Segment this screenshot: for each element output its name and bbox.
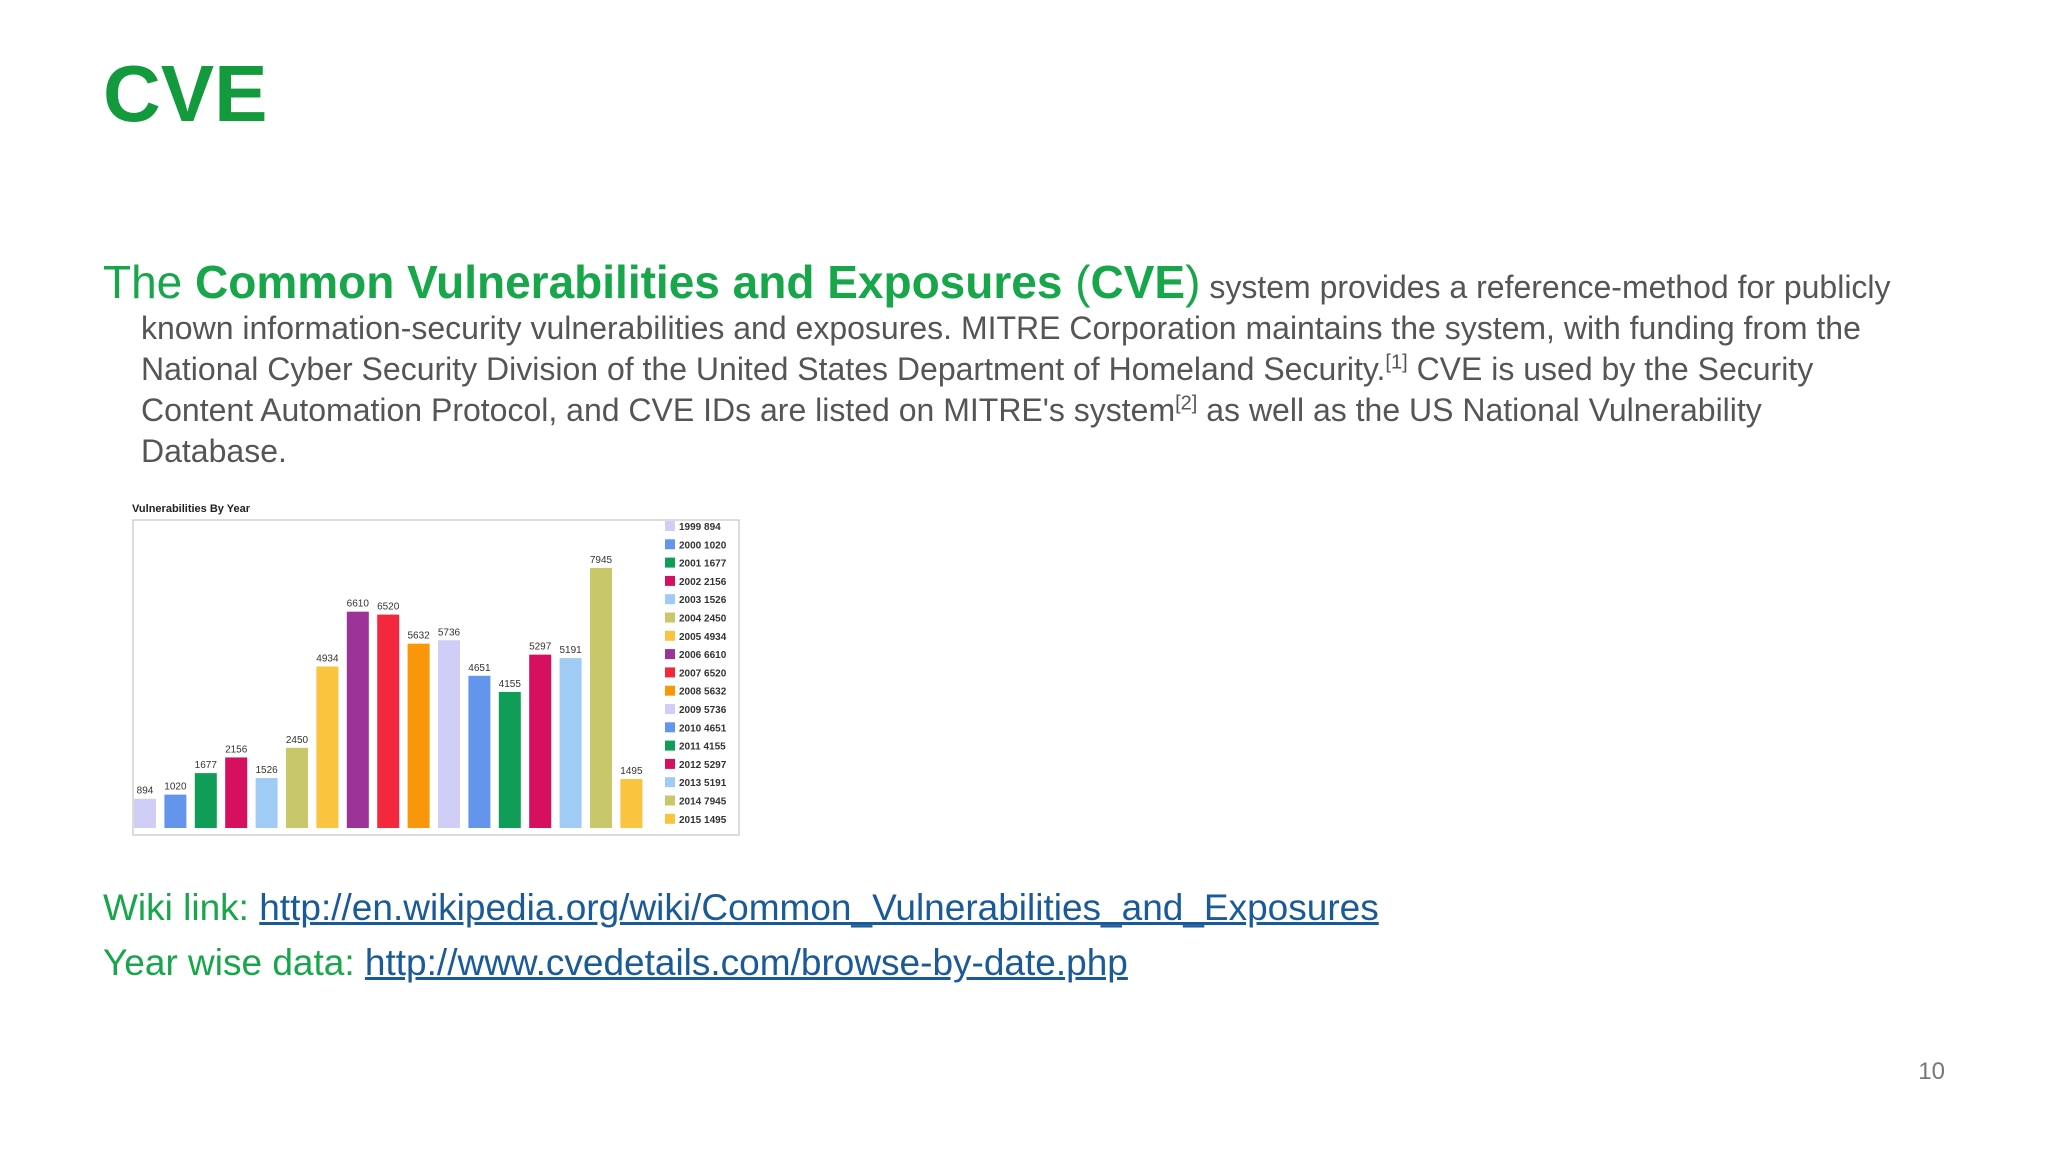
legend-swatch-2012 xyxy=(665,759,675,769)
bar-label-2000: 1020 xyxy=(164,781,187,793)
bar-label-2012: 5297 xyxy=(529,641,552,653)
bar-2001 xyxy=(195,773,217,828)
bar-2012 xyxy=(529,655,551,828)
reference-1[interactable]: [1] xyxy=(1385,351,1408,374)
legend-swatch-2003 xyxy=(665,594,675,604)
body-text-1: system provides a reference-method for publicly known information-security vulnerabilities and exposures. MITRE Corporation maintains the system, with funding from the National Cyber Security Division of the United States Department of Homeland Security. xyxy=(141,269,1891,387)
lead-bold-term: Common Vulnerabilities and Exposures xyxy=(195,256,1063,308)
bar-label-2004: 2450 xyxy=(285,734,309,746)
legend-swatch-2006 xyxy=(665,649,675,659)
legend-swatch-2000 xyxy=(665,539,675,549)
legend-swatch-2014 xyxy=(665,796,675,806)
bar-2005 xyxy=(316,667,338,828)
bar-label-2014: 7945 xyxy=(589,554,613,566)
lead-the: The xyxy=(103,256,196,308)
body-text-3: as well as the US National Vulnerability Database. xyxy=(141,392,1762,469)
chart-frame xyxy=(133,520,739,835)
page-number: 10 xyxy=(1918,1058,1945,1085)
legend-label-2004: 2004 2450 xyxy=(679,613,727,625)
bar-2002 xyxy=(225,757,247,828)
bar-2000 xyxy=(164,795,186,828)
bar-label-2009: 5736 xyxy=(437,627,461,639)
bar-2014 xyxy=(590,568,612,828)
reference-2[interactable]: [2] xyxy=(1175,392,1198,415)
wiki-link[interactable]: http://en.wikipedia.org/wiki/Common_Vulnerabilities_and_Exposures xyxy=(259,887,1379,928)
bar-label-2013: 5191 xyxy=(559,645,582,657)
lead-acronym: CVE xyxy=(1090,256,1186,308)
legend-label-2011: 2011 4155 xyxy=(679,741,726,753)
legend-swatch-2007 xyxy=(665,667,675,677)
slide-title: CVE xyxy=(103,49,268,138)
bar-label-2007: 6520 xyxy=(377,601,400,613)
legend-label-2006: 2006 6610 xyxy=(679,650,727,662)
legend-swatch-2001 xyxy=(665,558,675,568)
wiki-link-label: Wiki link: xyxy=(103,887,260,928)
legend-label-2009: 2009 5736 xyxy=(679,705,727,716)
lead-paren-close: ) xyxy=(1185,256,1201,308)
legend-label-2001: 2001 1677 xyxy=(679,558,727,570)
wiki-link-row xyxy=(103,880,1379,935)
bar-2008 xyxy=(408,644,430,828)
legend-label-1999: 1999 894 xyxy=(679,522,721,533)
legend-swatch-2004 xyxy=(665,613,675,623)
bar-2007 xyxy=(377,615,399,828)
legend-swatch-1999 xyxy=(665,521,675,531)
links-section xyxy=(103,880,1379,990)
bar-1999 xyxy=(134,799,156,828)
lead-phrase xyxy=(103,256,1201,308)
legend-label-2005: 2005 4934 xyxy=(679,631,727,643)
bar-label-1999: 894 xyxy=(136,785,154,797)
bar-2004 xyxy=(286,748,308,828)
bar-2009 xyxy=(438,640,460,828)
bar-label-2006: 6610 xyxy=(346,598,369,610)
legend-label-2015: 2015 1495 xyxy=(679,814,727,826)
bar-2011 xyxy=(499,692,521,828)
bar-label-2001: 1677 xyxy=(194,760,217,772)
legend-label-2000: 2000 1020 xyxy=(679,540,727,552)
bar-label-2010: 4651 xyxy=(468,662,491,674)
year-data-link-row xyxy=(103,935,1379,990)
bar-label-2003: 1526 xyxy=(255,765,278,777)
legend-swatch-2011 xyxy=(665,741,675,751)
legend-swatch-2013 xyxy=(665,777,675,787)
bar-2006 xyxy=(347,612,369,828)
legend-label-2014: 2014 7945 xyxy=(679,796,727,808)
lead-paren-open: ( xyxy=(1062,256,1091,308)
body-paragraph xyxy=(103,256,1903,472)
bar-2013 xyxy=(560,658,582,828)
legend-label-2013: 2013 5191 xyxy=(679,778,727,790)
bar-label-2002: 2156 xyxy=(225,744,248,756)
legend-swatch-2005 xyxy=(665,631,675,641)
bar-label-2011: 4155 xyxy=(498,679,521,691)
bar-label-2008: 5632 xyxy=(407,630,430,642)
bar-2003 xyxy=(256,778,278,828)
legend-swatch-2008 xyxy=(665,686,675,696)
legend-label-2003: 2003 1526 xyxy=(679,595,727,607)
vulnerabilities-chart xyxy=(130,500,750,845)
chart-title: Vulnerabilities By Year xyxy=(132,503,251,515)
legend-swatch-2010 xyxy=(665,722,675,732)
year-data-link-label: Year wise data: xyxy=(103,942,365,983)
bar-label-2015: 1495 xyxy=(620,766,643,778)
legend-swatch-2002 xyxy=(665,576,675,586)
legend-label-2012: 2012 5297 xyxy=(679,759,727,771)
body-text-2: CVE is used by the Security Content Automation Protocol, and CVE IDs are listed on MITRE's system xyxy=(141,351,1814,428)
legend-label-2008: 2008 5632 xyxy=(679,686,727,698)
chart-svg xyxy=(130,500,750,840)
bar-label-2005: 4934 xyxy=(316,653,339,665)
legend-label-2010: 2010 4651 xyxy=(679,723,727,735)
year-data-link[interactable]: http://www.cvedetails.com/browse-by-date.php xyxy=(364,942,1128,983)
legend-swatch-2015 xyxy=(665,814,675,824)
chart-legend xyxy=(665,521,727,826)
bar-2010 xyxy=(468,676,490,828)
legend-swatch-2009 xyxy=(665,704,675,714)
bar-2015 xyxy=(620,779,642,828)
legend-label-2002: 2002 2156 xyxy=(679,576,727,588)
legend-label-2007: 2007 6520 xyxy=(679,668,727,680)
